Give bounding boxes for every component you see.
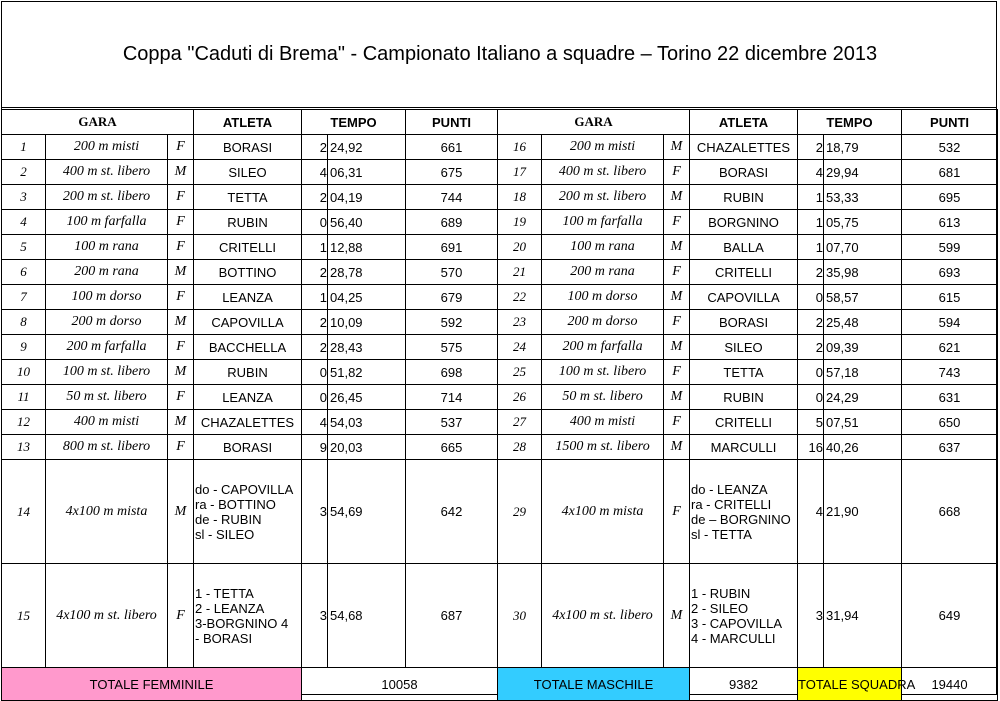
race-sex: F — [168, 235, 194, 260]
race-sex: M — [664, 435, 690, 460]
athlete-name: BORASI — [194, 135, 302, 160]
athlete-name: CHAZALETTES — [690, 135, 798, 160]
race-sex: F — [664, 210, 690, 235]
header-gara: GARA — [498, 110, 690, 135]
time-minutes: 2 — [302, 310, 328, 335]
table-row — [2, 310, 998, 335]
header-tempo: TEMPO — [302, 110, 406, 135]
points: 649 — [902, 564, 998, 668]
race-sex: M — [168, 460, 194, 564]
points: 698 — [406, 360, 498, 385]
race-name: 200 m farfalla — [542, 335, 664, 360]
total-male-value: 9382 — [690, 668, 798, 701]
table-row — [2, 360, 998, 385]
race-name: 4x100 m st. libero — [542, 564, 664, 668]
time-minutes: 2 — [302, 135, 328, 160]
athlete-name: BALLA — [690, 235, 798, 260]
race-number: 20 — [498, 235, 542, 260]
time-seconds: 18,79 — [824, 135, 902, 160]
race-name: 100 m farfalla — [46, 210, 168, 235]
athlete-name: RUBIN — [194, 360, 302, 385]
title-box — [2, 2, 996, 108]
header-atleta: ATLETA — [690, 110, 798, 135]
time-minutes: 5 — [798, 410, 824, 435]
points: 631 — [902, 385, 998, 410]
time-seconds: 24,29 — [824, 385, 902, 410]
time-seconds: 07,70 — [824, 235, 902, 260]
time-minutes: 0 — [302, 360, 328, 385]
race-number: 22 — [498, 285, 542, 310]
time-seconds: 35,98 — [824, 260, 902, 285]
race-sex: M — [664, 135, 690, 160]
race-sex: F — [664, 160, 690, 185]
race-name: 200 m dorso — [46, 310, 168, 335]
race-sex: F — [664, 360, 690, 385]
race-sex: M — [664, 564, 690, 668]
points: 532 — [902, 135, 998, 160]
time-seconds: 26,45 — [328, 385, 406, 410]
total-male-label: TOTALE MASCHILE — [498, 668, 690, 701]
race-number: 7 — [2, 285, 46, 310]
time-minutes: 0 — [798, 285, 824, 310]
athlete-name: TETTA — [690, 360, 798, 385]
total-team-label: TOTALE SQUADRA — [798, 668, 902, 701]
race-sex: F — [168, 564, 194, 668]
race-sex: M — [168, 410, 194, 435]
time-minutes: 2 — [798, 260, 824, 285]
race-name: 100 m dorso — [542, 285, 664, 310]
time-seconds: 06,31 — [328, 160, 406, 185]
time-seconds: 58,57 — [824, 285, 902, 310]
race-name: 200 m rana — [46, 260, 168, 285]
race-number: 19 — [498, 210, 542, 235]
points: 537 — [406, 410, 498, 435]
time-seconds: 51,82 — [328, 360, 406, 385]
athlete-name: CAPOVILLA — [690, 285, 798, 310]
race-name: 400 m st. libero — [46, 160, 168, 185]
athlete-name: CHAZALETTES — [194, 410, 302, 435]
race-sex: M — [168, 310, 194, 335]
race-name: 1500 m st. libero — [542, 435, 664, 460]
race-name: 200 m dorso — [542, 310, 664, 335]
athlete-name: SILEO — [690, 335, 798, 360]
race-number: 6 — [2, 260, 46, 285]
race-sex: F — [168, 135, 194, 160]
race-sex: F — [664, 460, 690, 564]
time-minutes: 0 — [798, 360, 824, 385]
race-number: 16 — [498, 135, 542, 160]
time-minutes: 1 — [798, 185, 824, 210]
time-minutes: 2 — [798, 335, 824, 360]
time-seconds: 29,94 — [824, 160, 902, 185]
athlete-name: RUBIN — [194, 210, 302, 235]
time-minutes: 3 — [798, 564, 824, 668]
time-seconds: 04,19 — [328, 185, 406, 210]
race-name: 200 m st. libero — [46, 185, 168, 210]
athlete-name: BORASI — [690, 160, 798, 185]
time-minutes: 2 — [302, 335, 328, 360]
points: 691 — [406, 235, 498, 260]
race-number: 12 — [2, 410, 46, 435]
points: 599 — [902, 235, 998, 260]
race-name: 100 m rana — [542, 235, 664, 260]
time-seconds: 09,39 — [824, 335, 902, 360]
time-minutes: 4 — [302, 160, 328, 185]
points: 689 — [406, 210, 498, 235]
race-sex: M — [168, 360, 194, 385]
race-name: 100 m dorso — [46, 285, 168, 310]
athlete-name: LEANZA — [194, 385, 302, 410]
points: 744 — [406, 185, 498, 210]
athlete-name: 1 - RUBIN 2 - SILEO 3 - CAPOVILLA 4 - MARCULLI — [690, 564, 798, 668]
header-atleta: ATLETA — [194, 110, 302, 135]
time-seconds: 12,88 — [328, 235, 406, 260]
time-seconds: 54,68 — [328, 564, 406, 668]
athlete-name: BORGNINO — [690, 210, 798, 235]
race-sex: F — [664, 410, 690, 435]
race-name: 800 m st. libero — [46, 435, 168, 460]
time-seconds: 40,26 — [824, 435, 902, 460]
table-row — [2, 185, 998, 210]
points: 695 — [902, 185, 998, 210]
race-sex: F — [168, 185, 194, 210]
header-punti: PUNTI — [902, 110, 998, 135]
race-number: 26 — [498, 385, 542, 410]
athlete-name: BORASI — [194, 435, 302, 460]
race-name: 400 m misti — [46, 410, 168, 435]
race-number: 5 — [2, 235, 46, 260]
points: 615 — [902, 285, 998, 310]
race-number: 30 — [498, 564, 542, 668]
points: 687 — [406, 564, 498, 668]
athlete-name: RUBIN — [690, 185, 798, 210]
time-seconds: 54,03 — [328, 410, 406, 435]
race-sex: F — [168, 210, 194, 235]
race-number: 27 — [498, 410, 542, 435]
points: 679 — [406, 285, 498, 310]
time-seconds: 10,09 — [328, 310, 406, 335]
time-minutes: 3 — [302, 564, 328, 668]
table-row — [2, 385, 998, 410]
table-row — [2, 410, 998, 435]
points: 575 — [406, 335, 498, 360]
race-sex: M — [664, 235, 690, 260]
time-seconds: 28,43 — [328, 335, 406, 360]
time-seconds: 24,92 — [328, 135, 406, 160]
race-number: 2 — [2, 160, 46, 185]
time-seconds: 28,78 — [328, 260, 406, 285]
time-minutes: 1 — [302, 285, 328, 310]
points: 642 — [406, 460, 498, 564]
athlete-name: do - LEANZA ra - CRITELLI de – BORGNINO sl - TETTA — [690, 460, 798, 564]
time-seconds: 53,33 — [824, 185, 902, 210]
race-number: 25 — [498, 360, 542, 385]
time-minutes: 4 — [798, 460, 824, 564]
athlete-name: BOTTINO — [194, 260, 302, 285]
race-number: 4 — [2, 210, 46, 235]
race-name: 200 m misti — [542, 135, 664, 160]
relay-row — [2, 460, 998, 564]
race-name: 4x100 m st. libero — [46, 564, 168, 668]
table-row — [2, 435, 998, 460]
race-number: 15 — [2, 564, 46, 668]
race-name: 200 m st. libero — [542, 185, 664, 210]
table-row — [2, 285, 998, 310]
time-seconds: 05,75 — [824, 210, 902, 235]
race-name: 100 m st. libero — [542, 360, 664, 385]
time-seconds: 20,03 — [328, 435, 406, 460]
header-tempo: TEMPO — [798, 110, 902, 135]
table-row — [2, 160, 998, 185]
time-minutes: 2 — [302, 185, 328, 210]
race-sex: F — [664, 310, 690, 335]
header-gara: GARA — [2, 110, 194, 135]
points: 714 — [406, 385, 498, 410]
race-sex: F — [168, 335, 194, 360]
race-sex: M — [664, 285, 690, 310]
race-number: 21 — [498, 260, 542, 285]
race-number: 1 — [2, 135, 46, 160]
race-name: 400 m st. libero — [542, 160, 664, 185]
total-female-value: 10058 — [302, 668, 498, 701]
time-minutes: 1 — [798, 210, 824, 235]
time-minutes: 1 — [302, 235, 328, 260]
race-name: 200 m farfalla — [46, 335, 168, 360]
points: 637 — [902, 435, 998, 460]
race-number: 23 — [498, 310, 542, 335]
time-minutes: 1 — [798, 235, 824, 260]
points: 650 — [902, 410, 998, 435]
header-row — [2, 110, 998, 135]
time-seconds: 54,69 — [328, 460, 406, 564]
points: 592 — [406, 310, 498, 335]
race-number: 18 — [498, 185, 542, 210]
athlete-name: do - CAPOVILLA ra - BOTTINO de - RUBIN sl - SILEO — [194, 460, 302, 564]
time-seconds: 56,40 — [328, 210, 406, 235]
race-sex: F — [168, 435, 194, 460]
time-minutes: 0 — [302, 385, 328, 410]
time-minutes: 3 — [302, 460, 328, 564]
time-seconds: 31,94 — [824, 564, 902, 668]
race-name: 400 m misti — [542, 410, 664, 435]
athlete-name: BACCHELLA — [194, 335, 302, 360]
results-table — [1, 109, 998, 701]
time-minutes: 16 — [798, 435, 824, 460]
athlete-name: SILEO — [194, 160, 302, 185]
athlete-name: RUBIN — [690, 385, 798, 410]
points: 743 — [902, 360, 998, 385]
time-seconds: 04,25 — [328, 285, 406, 310]
race-number: 8 — [2, 310, 46, 335]
time-minutes: 4 — [798, 160, 824, 185]
time-seconds: 21,90 — [824, 460, 902, 564]
athlete-name: CRITELLI — [690, 410, 798, 435]
total-female-label: TOTALE FEMMINILE — [2, 668, 302, 701]
race-number: 10 — [2, 360, 46, 385]
table-row — [2, 135, 998, 160]
race-name: 4x100 m mista — [46, 460, 168, 564]
time-seconds: 57,18 — [824, 360, 902, 385]
race-number: 29 — [498, 460, 542, 564]
header-punti: PUNTI — [406, 110, 498, 135]
time-minutes: 2 — [798, 310, 824, 335]
points: 668 — [902, 460, 998, 564]
race-sex: M — [664, 185, 690, 210]
points: 594 — [902, 310, 998, 335]
race-name: 50 m st. libero — [542, 385, 664, 410]
athlete-name: BORASI — [690, 310, 798, 335]
athlete-name: LEANZA — [194, 285, 302, 310]
race-number: 13 — [2, 435, 46, 460]
time-minutes: 2 — [798, 135, 824, 160]
points: 570 — [406, 260, 498, 285]
race-name: 100 m st. libero — [46, 360, 168, 385]
points: 621 — [902, 335, 998, 360]
race-number: 24 — [498, 335, 542, 360]
points: 693 — [902, 260, 998, 285]
race-sex: F — [168, 385, 194, 410]
points: 661 — [406, 135, 498, 160]
race-number: 3 — [2, 185, 46, 210]
race-sex: F — [168, 285, 194, 310]
race-sex: M — [664, 385, 690, 410]
time-minutes: 4 — [302, 410, 328, 435]
race-number: 11 — [2, 385, 46, 410]
table-row — [2, 210, 998, 235]
race-sex: M — [664, 335, 690, 360]
race-name: 50 m st. libero — [46, 385, 168, 410]
page-title: Coppa "Caduti di Brema" - Campionato Italiano a squadre – Torino 22 dicembre 2013 — [122, 43, 878, 65]
time-minutes: 2 — [302, 260, 328, 285]
race-sex: M — [168, 160, 194, 185]
athlete-name: CAPOVILLA — [194, 310, 302, 335]
time-minutes: 0 — [798, 385, 824, 410]
race-number: 14 — [2, 460, 46, 564]
athlete-name: MARCULLI — [690, 435, 798, 460]
race-number: 9 — [2, 335, 46, 360]
athlete-name: TETTA — [194, 185, 302, 210]
race-sex: M — [168, 260, 194, 285]
time-seconds: 07,51 — [824, 410, 902, 435]
athlete-name: 1 - TETTA 2 - LEANZA 3-BORGNINO 4 - BORASI — [194, 564, 302, 668]
table-row — [2, 235, 998, 260]
points: 613 — [902, 210, 998, 235]
points: 675 — [406, 160, 498, 185]
totals-row — [2, 668, 998, 701]
race-name: 4x100 m mista — [542, 460, 664, 564]
time-minutes: 0 — [302, 210, 328, 235]
race-number: 28 — [498, 435, 542, 460]
race-name: 200 m misti — [46, 135, 168, 160]
points: 665 — [406, 435, 498, 460]
time-seconds: 25,48 — [824, 310, 902, 335]
race-sex: F — [664, 260, 690, 285]
race-name: 200 m rana — [542, 260, 664, 285]
athlete-name: CRITELLI — [690, 260, 798, 285]
race-name: 100 m farfalla — [542, 210, 664, 235]
relay-row — [2, 564, 998, 668]
athlete-name: CRITELLI — [194, 235, 302, 260]
race-name: 100 m rana — [46, 235, 168, 260]
total-team-value: 19440 — [902, 668, 998, 701]
race-number: 17 — [498, 160, 542, 185]
table-row — [2, 335, 998, 360]
time-minutes: 9 — [302, 435, 328, 460]
table-row — [2, 260, 998, 285]
points: 681 — [902, 160, 998, 185]
